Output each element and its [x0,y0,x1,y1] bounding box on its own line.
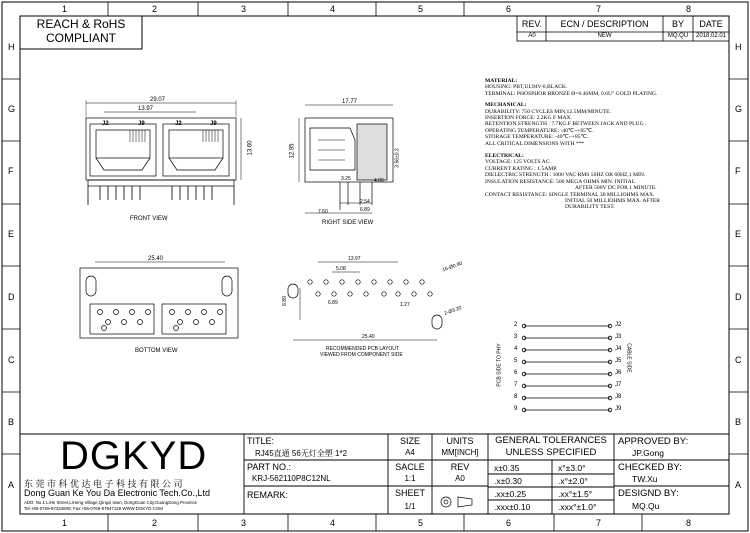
zone-number: 7 [596,4,602,14]
compliance-label [22,17,140,45]
notes-mechanical-title: MECHANICAL: [485,102,527,109]
dim-side-d1: 2.54 [360,199,370,205]
dim-side-h3: 3.25 [341,176,351,182]
dim-pcb-f: 1.27 [400,302,410,308]
zone-number: 6 [506,518,512,528]
designed-label: DESIGND BY: [618,488,679,499]
zone-number: 5 [418,518,424,528]
tolerance-title-2: UNLESS SPECIFIED [505,447,597,458]
notes-line: ALL CRITICAL DIMENSIONS WITH *** [485,140,585,147]
notes-electrical-title: ELECTRICAL: [485,153,524,160]
dim-pcb-h: 2-Ø3.20 [443,305,463,317]
remark-label: REMARK: [247,490,289,500]
pin-left: 7 [514,382,518,388]
schematic-right-side-label: CABLE SIDE [625,343,632,373]
front-view-label: FRONT VIEW [130,216,168,222]
pin-left: 3 [514,334,518,340]
checked-value: TW.Xu [632,474,658,484]
company-address: ADD: No.1 LiHe Street,LiHeng Village,Qingxi town, DongGuan City,GuangDong Province [24,500,198,505]
tolerance-linear: x±0.35 [494,463,520,473]
zone-letter: G [8,104,16,114]
notes-line: VOLTAGE: 125 VOLTS AC. [485,159,551,166]
compliance-line-2: COMPLIANT [45,31,116,45]
checked-label: CHECKED BY: [618,462,682,473]
notes-line: OPERATING TEMPERATURE: -40℃~+85℃. [485,127,594,134]
notes-line: HOUSING: PBT,UL94V-0,BLACK. [485,84,568,91]
front-view-drawing [86,100,241,205]
rev-field-value: A0 [455,474,465,483]
units-label: UNITS [446,436,474,446]
zone-number: 8 [686,518,692,528]
date-header: DATE [699,19,723,29]
dim-front-width: 29.07 [150,97,166,103]
zone-number: 7 [596,518,602,528]
side-view-label: RIGHT SIDE VIEW [322,220,374,226]
dim-front-pitch: 13.97 [138,106,154,112]
pin-left: 2 [514,322,518,328]
notes-line: CURRENT RATING : 1.5AMP. [485,165,558,172]
compliance-line-1: REACH & RoHS [36,17,126,31]
schematic-left-side-label: PCB SIDE TO PHY [496,343,503,387]
bottom-view-drawing [80,262,238,338]
pin-left: 4 [514,346,518,352]
tolerance-angular: x°±3.0° [558,463,586,473]
notes-line: INSULATION RESISTANCE: 500 MEGA OHMS MIN. INITIAL [485,178,636,185]
rev-value: A0 [528,33,536,39]
tolerance-angular: .xxx°±1.0° [558,502,597,512]
scale-value: 1:1 [404,474,416,483]
zone-number: 4 [330,518,336,528]
notes-line: TERMINAL: PHOSPHOR BRONZE Ø=0.46MM, 0.6U" GOLD PLATING. [485,90,658,97]
ecn-value: NEW [597,33,612,39]
zone-letter: C [735,355,742,365]
date-value: 2018.02.01 [695,33,727,39]
rev-label: REV [450,462,470,472]
zone-letter: A [735,480,742,490]
schematic-drawing [522,324,612,412]
zone-letter: E [8,229,15,239]
notes-line: DIELECTRIC STRENGTH : 1000 VAC RMS 50HZ OR 60HZ,1 MIN. [485,172,646,179]
zone-number: 3 [241,518,247,528]
zone-letter: A [8,480,15,490]
dim-pcb-c: 16-Ø0.90 [441,260,464,274]
pin-right: J5 [615,358,622,364]
dim-side-h2: 4.06 [374,178,384,184]
size-value: A4 [405,448,415,457]
dim-pcb-g: 25.40 [362,334,375,340]
designed-value: MQ.Qu [632,501,660,511]
zone-letter: D [8,292,15,302]
pin-left: 5 [514,358,518,364]
title-label: TITLE: [247,436,275,446]
dim-pcb-d: 8.89 [281,296,288,306]
side-view-drawing [299,105,393,213]
notes-line: INITIAL 50 MILLIOHMS MAX. AFTER [565,197,661,204]
dim-pcb-e: 6.89 [328,300,338,306]
port-label: J9 [210,121,217,127]
notes-line: RETENTION STRENGTH : 7.7KG.F BETWEEN JACK AND PLUG . [485,121,647,128]
pcb-label-1: RECOMMENDED PCB LAYOUT [326,346,399,352]
zone-number: 2 [152,4,158,14]
zone-number: 4 [330,4,336,14]
title-value: RJ45直通 56无灯全塑 1*2 [255,449,348,458]
notes-line: INSERTION FORCE: 2.2KG F MAX. [485,115,572,122]
projection-symbol [441,497,472,507]
pin-right: J7 [615,382,622,388]
pin-right: J8 [615,394,622,400]
by-header: BY [671,19,684,29]
notes-line: DURABILITY TEST. [565,204,615,211]
zone-letter: H [8,42,15,52]
zone-letter: E [735,229,742,239]
dim-side-height: 12.95 [289,143,296,159]
zone-letter: C [8,355,15,365]
pin-right: J2 [615,322,622,328]
tolerance-angular: .x°±2.0° [558,476,588,486]
sheet-label: SHEET [394,488,425,498]
zone-letter: D [735,292,742,302]
pcb-label-2: VIEWED FROM COMPONENT SIDE [320,352,403,358]
zone-number: 1 [62,4,68,14]
pin-right: J4 [615,346,622,352]
company-name-cn: 东 莞 市 科 优 达 电 子 科 技 有 限 公 司 [24,479,183,489]
zone-letter: F [8,166,14,176]
zone-letter: B [735,417,742,427]
zone-letter: G [735,104,743,114]
tolerance-angular: .xx°±1.5° [558,489,593,499]
zone-number: 3 [241,4,247,14]
notes-block [485,78,660,211]
tolerance-linear: .x±0.30 [494,476,522,486]
scale-label: SACLE [395,462,425,472]
approved-value: JP.Gong [632,448,664,458]
tolerance-linear: .xxx±0.10 [494,502,531,512]
tolerance-title-1: GENERAL TOLERANCES [495,435,607,446]
notes-line: STORAGE TEMPERATURE: -40℃~+85℃. [485,134,589,141]
dim-pcb-a: 13.97 [348,256,361,262]
pin-right: J9 [615,406,622,412]
zone-letter: F [735,166,741,176]
port-label: J2 [102,121,109,127]
zone-number: 1 [62,518,68,528]
units-value: MM[INCH] [441,448,479,457]
pin-right: J6 [615,370,622,376]
approved-label: APPROVED BY: [618,436,689,447]
by-value: MQ.QU [667,33,689,39]
zone-number: 6 [506,4,512,14]
part-value: KRJ-562110P8C12NL [252,474,331,483]
dim-side-d3: 7.60 [318,209,328,215]
company-name-en: Dong Guan Ke You Da Electronic Tech.Co.,Ltd [24,488,210,498]
company-contact: Tel:+86-0769-87334608; Fax:+86-0769-87847129 WWW.DGKYD.COM [24,506,163,511]
port-label: J2 [175,121,182,127]
zone-number: 5 [418,4,424,14]
dim-pcb-b: 5.08 [336,266,346,272]
sheet-value: 1/1 [404,502,416,511]
notes-material-title: MATERIAL: [485,78,518,84]
pin-left: 6 [514,370,518,376]
ecn-header: ECN / DESCRIPTION [560,19,649,29]
pin-left: 9 [514,406,518,412]
tolerance-linear: .xx±0.25 [494,489,527,499]
zone-letter: B [8,417,15,427]
part-label: PART NO.: [247,462,292,472]
dim-side-depth: 17.77 [342,99,358,105]
notes-line: DURABILITY: 750 CYCLES MIN,12.5MM/MINUTE. [485,108,611,115]
dim-front-height: 13.60 [247,140,254,156]
zone-number: 8 [686,4,692,14]
zone-letter: H [735,42,742,52]
dim-side-h4: 3.56±0.3 [394,148,401,168]
pin-right: J3 [615,334,622,340]
port-label: J9 [138,121,145,127]
pcb-layout-drawing [288,262,442,340]
company-logo: DGKYD [60,434,208,478]
size-label: SIZE [399,436,420,446]
rev-header: REV. [521,19,543,29]
pin-left: 8 [514,394,518,400]
dim-side-d2: 6.89 [360,207,370,213]
bottom-view-label: BOTTOM VIEW [135,348,178,354]
zone-number: 2 [152,518,158,528]
notes-line: AFTER 500V DC FOR 1 MINUTE. [575,185,657,192]
notes-line: CONTACT RESISTANCE: SINGLE TERMINAL 30 MILLIOHMS MAX. [485,191,655,198]
dim-bottom-width: 25.40 [148,256,164,262]
